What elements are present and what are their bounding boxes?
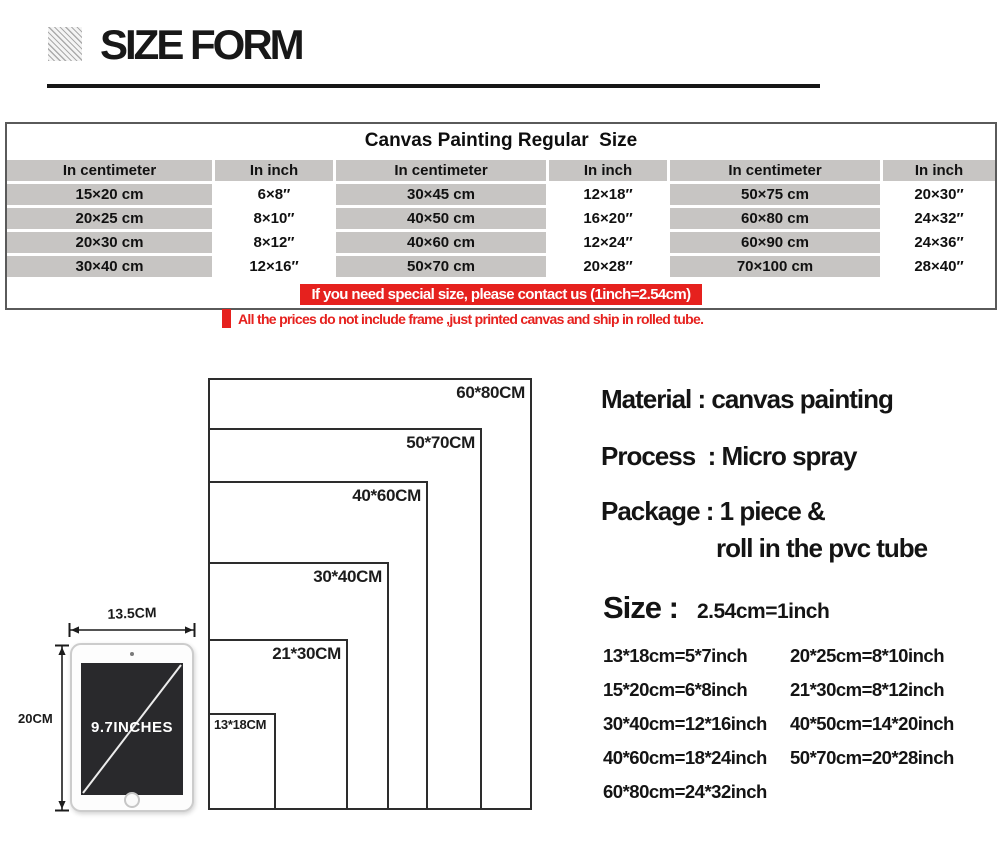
column-header: In inch <box>215 160 333 181</box>
table-cell: 40×50 cm <box>336 208 546 229</box>
rect-label: 30*40CM <box>313 567 382 586</box>
header-divider <box>47 84 820 88</box>
note-text: All the prices do not include frame ,just printed canvas and ship in rolled tube. <box>238 310 704 327</box>
table-cell: 20×25 cm <box>7 208 212 229</box>
rect-label: 13*18CM <box>214 717 267 732</box>
spec-material: Material : canvas painting <box>601 384 893 414</box>
column-header: In centimeter <box>336 160 546 181</box>
conversion-item: 30*40cm=12*16inch <box>603 713 767 734</box>
rect-label: 50*70CM <box>406 433 475 452</box>
table-cell: 60×90 cm <box>670 232 880 253</box>
price-note <box>222 309 703 328</box>
conversion-item: 21*30cm=8*12inch <box>790 679 944 700</box>
conversion-item: 13*18cm=5*7inch <box>603 645 748 666</box>
conversion-item: 20*25cm=8*10inch <box>790 645 944 666</box>
table-cell: 20×30 cm <box>7 232 212 253</box>
size-table-header-row <box>7 160 995 181</box>
column-header: In inch <box>549 160 667 181</box>
table-cell: 12×18″ <box>549 184 667 205</box>
note-bullet-icon <box>222 309 231 328</box>
spec-process: Process : Micro spray <box>601 441 857 471</box>
table-cell: 20×28″ <box>549 256 667 277</box>
table-cell: 15×20 cm <box>7 184 212 205</box>
table-cell: 50×70 cm <box>336 256 546 277</box>
tablet-height-label: 20CM <box>18 711 53 726</box>
conversion-item: 15*20cm=6*8inch <box>603 679 748 700</box>
table-cell: 20×30″ <box>883 184 995 205</box>
size-heading: Size : <box>603 590 678 625</box>
size-rect-13x18 <box>208 713 276 810</box>
conversion-item: 60*80cm=24*32inch <box>603 781 767 802</box>
table-cell: 60×80 cm <box>670 208 880 229</box>
size-table <box>5 122 997 310</box>
table-cell: 30×40 cm <box>7 256 212 277</box>
tablet-home-button-icon <box>124 792 140 808</box>
tablet-width-label: 13.5CM <box>107 604 157 622</box>
height-dimension-arrow <box>54 644 70 812</box>
table-row <box>7 256 995 277</box>
spec-package-line2: roll in the pvc tube <box>716 533 928 563</box>
table-row <box>7 232 995 253</box>
size-conversion-list <box>603 646 954 801</box>
conversion-item: 40*60cm=18*24inch <box>603 747 767 768</box>
special-size-banner-row <box>7 280 995 308</box>
table-cell: 24×36″ <box>883 232 995 253</box>
table-cell: 8×10″ <box>215 208 333 229</box>
table-row <box>7 184 995 205</box>
conversion-item: 50*70cm=20*28inch <box>790 747 954 768</box>
width-dimension-arrow <box>68 622 196 638</box>
rect-label: 40*60CM <box>352 486 421 505</box>
size-heading-row <box>603 590 829 626</box>
table-row <box>7 208 995 229</box>
spec-package-line1: Package : 1 piece & <box>601 496 825 526</box>
special-size-banner: If you need special size, please contact us (1inch=2.54cm) <box>300 284 701 305</box>
table-cell: 8×12″ <box>215 232 333 253</box>
size-equivalence: 2.54cm=1inch <box>696 600 830 623</box>
table-cell: 12×24″ <box>549 232 667 253</box>
table-cell: 28×40″ <box>883 256 995 277</box>
table-title: Canvas Painting Regular Size <box>364 130 638 151</box>
table-cell: 50×75 cm <box>670 184 880 205</box>
table-cell: 16×20″ <box>549 208 667 229</box>
table-cell: 6×8″ <box>215 184 333 205</box>
table-cell: 40×60 cm <box>336 232 546 253</box>
table-cell: 30×45 cm <box>336 184 546 205</box>
table-cell: 70×100 cm <box>670 256 880 277</box>
tablet-size-label: 9.7INCHES <box>90 719 174 736</box>
tablet-camera-icon <box>130 652 134 656</box>
column-header: In inch <box>883 160 995 181</box>
tablet-screen <box>81 663 183 795</box>
column-header: In centimeter <box>670 160 880 181</box>
table-cell: 12×16″ <box>215 256 333 277</box>
column-header: In centimeter <box>7 160 212 181</box>
page-title: SIZE FORM <box>100 21 302 68</box>
hatch-square-icon <box>48 27 82 61</box>
tablet-illustration <box>70 643 194 812</box>
size-table-body <box>7 184 995 277</box>
rect-label: 21*30CM <box>272 644 341 663</box>
rect-label: 60*80CM <box>456 383 525 402</box>
table-cell: 24×32″ <box>883 208 995 229</box>
conversion-item: 40*50cm=14*20inch <box>790 713 954 734</box>
